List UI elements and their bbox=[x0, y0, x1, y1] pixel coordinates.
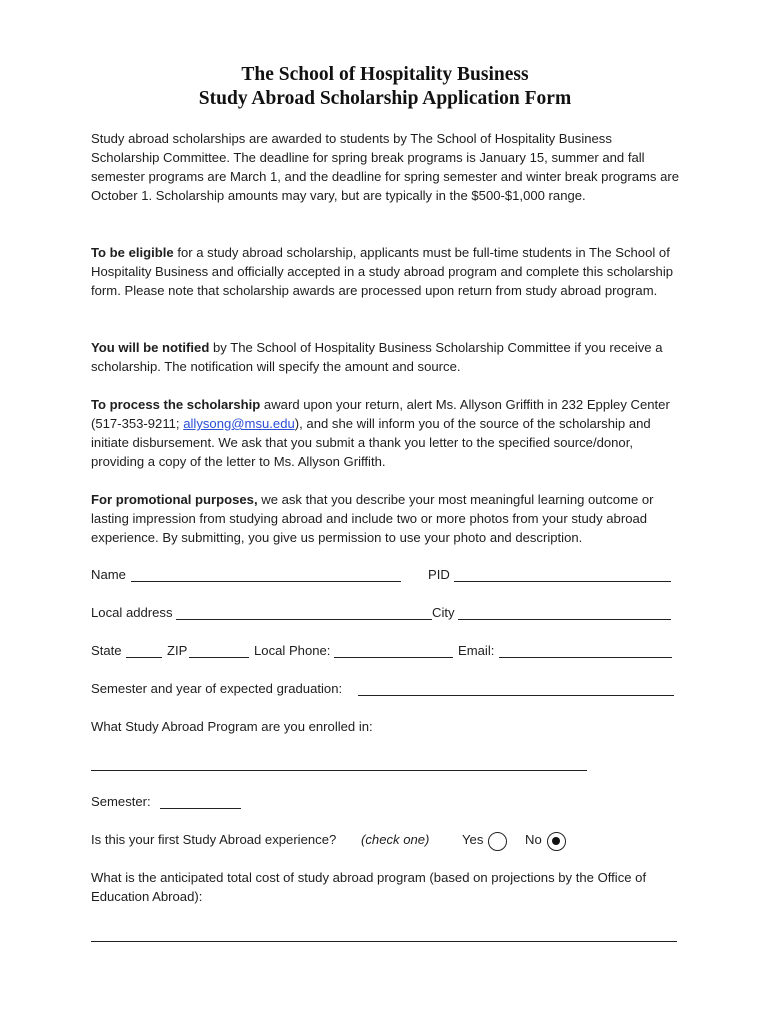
promotional-text: we ask that you describe your most meaningful learning outcome or lasting impression from studying abroad and include two or more photos from your study abroad experience. By submitting, you give us permission to use your photo and description. bbox=[91, 492, 654, 545]
local-phone-label: Local Phone: bbox=[254, 643, 331, 658]
eligibility-text: for a study abroad scholarship, applicants must be full-time students in The School of Hospitality Business and officially accepted in a study abroad program and complete this scholarship form. Please note that scholarship awards are processed upon return from study abroad program. bbox=[91, 245, 674, 298]
email-label: Email: bbox=[458, 643, 495, 658]
cost-label: What is the anticipated total cost of study abroad program (based on projections by the Office of Education Abroad): bbox=[91, 870, 647, 904]
state-zip-phone-email-row bbox=[91, 641, 681, 661]
intro-paragraph: Study abroad scholarships are awarded to students by The School of Hospitality Business Scholarship Committee. The deadline for spring break programs is January 15, summer and fall semester programs are March 1, and the deadline for spring semester and winter break programs are October 1. Scholarship amounts may vary, but are typically in the $500-$1,000 range. bbox=[91, 131, 680, 203]
promotional-paragraph bbox=[91, 490, 683, 547]
no-label: No bbox=[525, 832, 542, 847]
contact-email-link[interactable]: allysong@msu.edu bbox=[183, 416, 295, 431]
city-label: City bbox=[432, 605, 455, 620]
eligibility-paragraph bbox=[91, 243, 683, 300]
eligibility-lead: To be eligible bbox=[91, 245, 174, 260]
name-pid-row bbox=[91, 565, 681, 585]
zip-field[interactable] bbox=[189, 657, 249, 658]
graduation-row bbox=[91, 679, 681, 699]
name-label: Name bbox=[91, 567, 126, 582]
process-text-2: ), and she will inform you of the source of the scholarship and initiate disbursement. We ask that you submit a thank you letter to the specified source/donor, providing a copy of the letter to Ms. Allyson Griffith. bbox=[91, 416, 651, 469]
program-label: What Study Abroad Program are you enrolled in: bbox=[91, 719, 373, 734]
first-experience-question: Is this your first Study Abroad experience? bbox=[91, 832, 337, 847]
semester-field[interactable] bbox=[160, 808, 241, 809]
no-radio[interactable] bbox=[547, 832, 566, 851]
cost-field[interactable] bbox=[91, 941, 677, 942]
local-address-label: Local address bbox=[91, 605, 173, 620]
process-text-1: award upon your return, alert Ms. Allyson Griffith in 232 Eppley Center (517-353-9211; bbox=[91, 397, 670, 431]
program-field[interactable] bbox=[91, 770, 587, 771]
local-address-field[interactable] bbox=[176, 619, 432, 620]
check-one-hint: (check one) bbox=[361, 832, 430, 847]
first-experience-row bbox=[91, 830, 681, 850]
state-label: State bbox=[91, 643, 122, 658]
email-field[interactable] bbox=[499, 657, 672, 658]
state-field[interactable] bbox=[126, 657, 162, 658]
city-field[interactable] bbox=[458, 619, 671, 620]
yes-radio[interactable] bbox=[488, 832, 507, 851]
address-city-row bbox=[91, 603, 681, 623]
graduation-label: Semester and year of expected graduation: bbox=[91, 681, 343, 696]
yes-label: Yes bbox=[462, 832, 484, 847]
notification-lead: You will be notified bbox=[91, 340, 210, 355]
graduation-field[interactable] bbox=[358, 695, 674, 696]
promotional-lead: For promotional purposes, bbox=[91, 492, 258, 507]
process-lead: To process the scholarship bbox=[91, 397, 261, 412]
form-header-school: The School of Hospitality Business bbox=[241, 64, 529, 85]
notification-paragraph bbox=[91, 338, 683, 376]
name-field[interactable] bbox=[131, 581, 401, 582]
zip-label: ZIP bbox=[167, 643, 188, 658]
pid-field[interactable] bbox=[454, 581, 671, 582]
form-header-title: Study Abroad Scholarship Application Form bbox=[198, 88, 572, 109]
process-paragraph bbox=[91, 395, 683, 471]
local-phone-field[interactable] bbox=[334, 657, 453, 658]
notification-text: by The School of Hospitality Business Scholarship Committee if you receive a scholarship. The notification will specify the amount and source. bbox=[91, 340, 663, 374]
pid-label: PID bbox=[428, 567, 450, 582]
semester-row bbox=[91, 792, 681, 812]
semester-label: Semester: bbox=[91, 794, 151, 809]
no-radio-selected-dot bbox=[552, 837, 560, 845]
program-row bbox=[91, 717, 681, 737]
